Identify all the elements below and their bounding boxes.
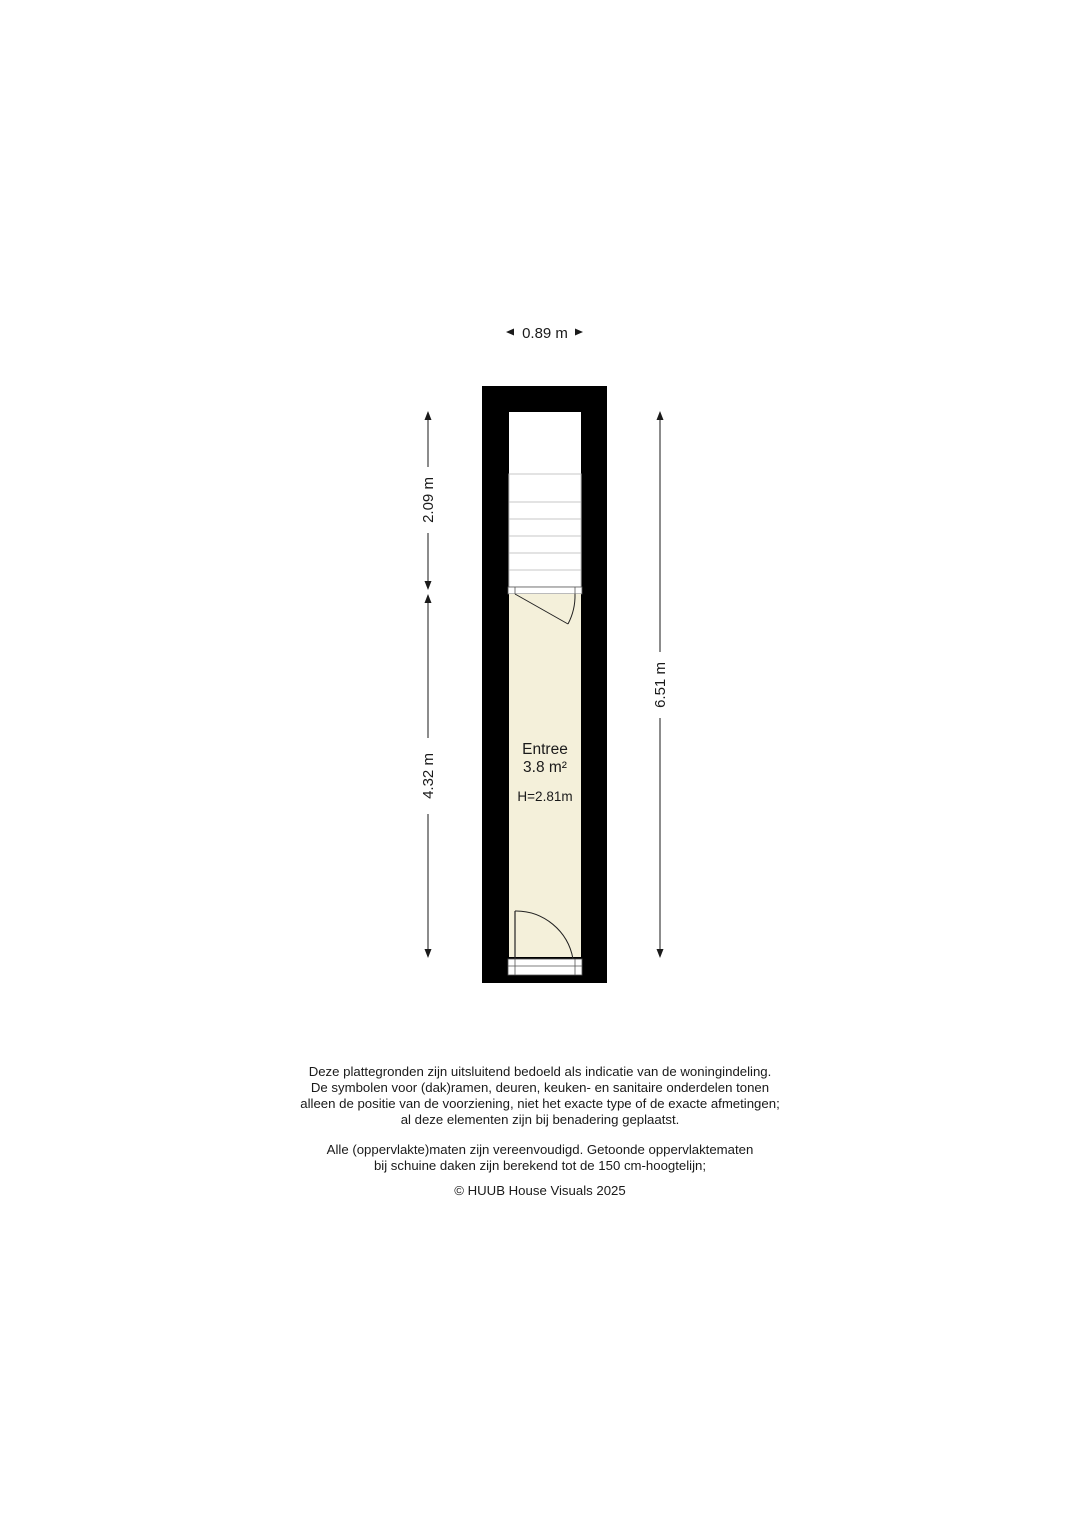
- room-height: H=2.81m: [517, 789, 573, 804]
- arrow-up-icon: [657, 411, 664, 420]
- total-dimension-label: 6.51 m: [652, 662, 669, 708]
- arrow-up-icon: [425, 594, 432, 603]
- disclaimer-line: al deze elementen zijn bij benadering geplaatst.: [400, 1112, 680, 1127]
- arrow-down-icon: [657, 949, 664, 958]
- arrow-right-icon: [575, 329, 583, 336]
- width-dimension-label: 0.89 m: [522, 325, 568, 342]
- disclaimer-line: De symbolen voor (dak)ramen, deuren, keuken- en sanitaire onderdelen tonen: [310, 1080, 770, 1095]
- staircase: [509, 474, 581, 587]
- disclaimer-line: Alle (oppervlakte)maten zijn vereenvoudigd. Getoonde oppervlaktematen: [326, 1142, 754, 1157]
- arrow-down-icon: [425, 581, 432, 590]
- lower-dimension: [420, 594, 437, 958]
- interior-door-opening: [508, 587, 582, 594]
- front-door-opening: [508, 959, 582, 975]
- room-name: Entree: [522, 741, 568, 758]
- lower-dimension-label: 4.32 m: [420, 753, 437, 799]
- room-area: 3.8 m²: [523, 759, 567, 776]
- disclaimer: [240, 1064, 840, 1199]
- upper-dimension: [420, 411, 437, 590]
- width-dimension: [506, 325, 583, 342]
- arrow-up-icon: [425, 411, 432, 420]
- arrow-down-icon: [425, 949, 432, 958]
- stair-void: [509, 412, 581, 474]
- upper-dimension-label: 2.09 m: [420, 477, 437, 523]
- total-dimension: [652, 411, 669, 958]
- copyright: © HUUB House Visuals 2025: [454, 1183, 626, 1198]
- disclaimer-line: Deze plattegronden zijn uitsluitend bedoeld als indicatie van de woningindeling.: [308, 1064, 772, 1079]
- disclaimer-line: alleen de positie van de voorziening, niet het exacte type of de exacte afmetingen;: [300, 1096, 780, 1111]
- disclaimer-line: bij schuine daken zijn berekend tot de 150 cm-hoogtelijn;: [373, 1158, 707, 1173]
- arrow-left-icon: [506, 329, 514, 336]
